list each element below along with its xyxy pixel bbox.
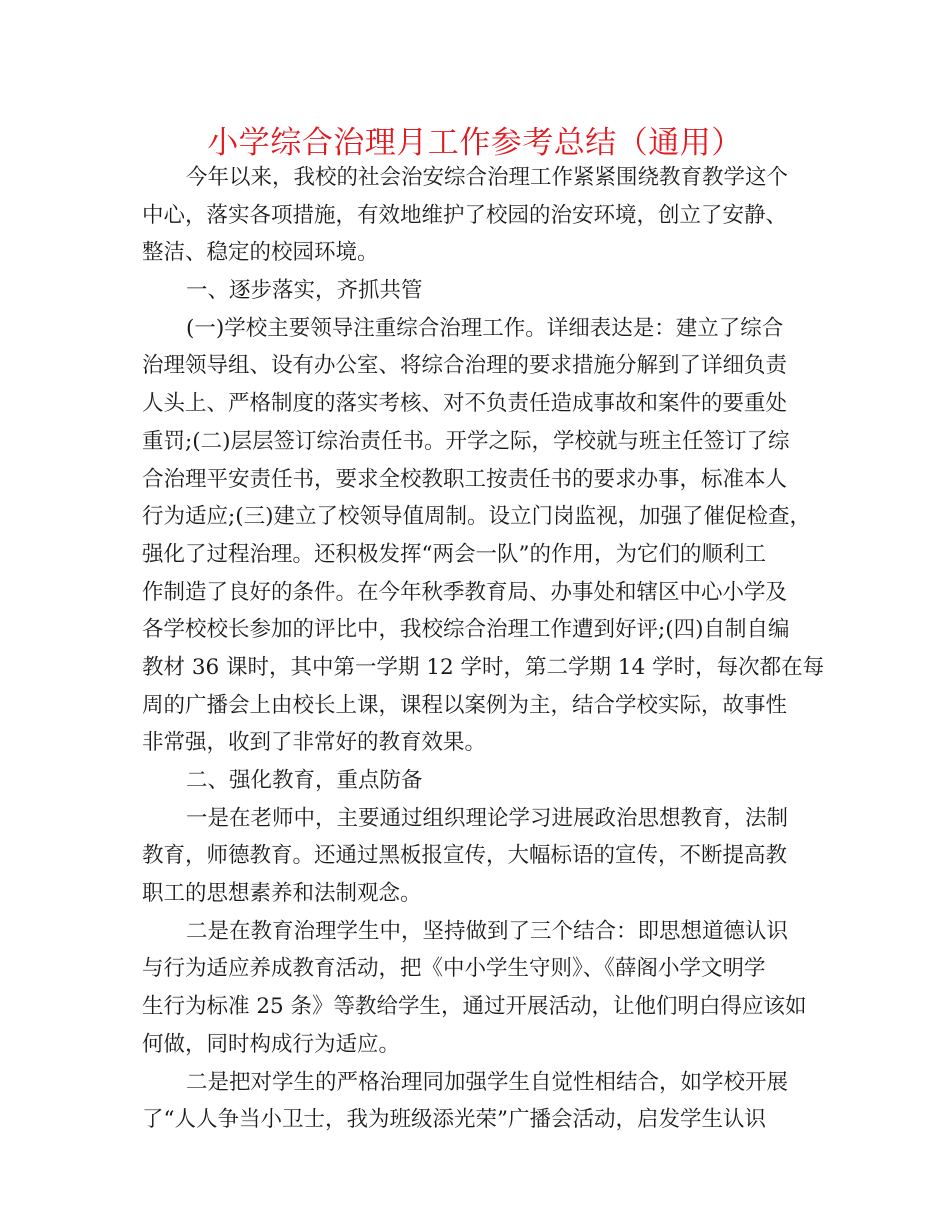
text-line: 行为适应;(三)建立了校领导值周制。设立门岗监视，加强了催促检查， [142, 504, 812, 530]
text-line: 了“人人争当小卫士，我为班级添光荣”广播会活动，启发学生认识 [142, 1107, 766, 1133]
text-line: 各学校校长参加的评比中，我校综合治理工作遭到好评;(四)自制自编 [142, 617, 790, 643]
text-line: 何做，同时构成行为适应。 [142, 1031, 401, 1057]
text-line: 治理领导组、设有办公室、将综合治理的要求措施分解到了详细负责 [142, 353, 788, 379]
text-line: 职工的思想素养和法制观念。 [142, 881, 422, 907]
text-line: 作制造了良好的条件。在今年秋季教育局、办事处和辖区中心小学及 [142, 579, 788, 605]
text-line: 整洁、稳定的校园环境。 [142, 240, 379, 266]
text-line: 非常强，收到了非常好的教育效果。 [142, 730, 487, 756]
text-line: (一)学校主要领导注重综合治理工作。详细表达是：建立了综合 [186, 315, 784, 341]
text-line: 合治理平安责任书，要求全校教职工按责任书的要求办事，标准本人 [142, 466, 788, 492]
text-line: 教材 36 课时，其中第一学期 12 学时，第二学期 14 学时，每次都在每 [142, 654, 825, 680]
text-line: 生行为标准 25 条》等教给学生，通过开展活动，让他们明白得应该如 [142, 994, 807, 1020]
document-body [142, 159, 825, 1139]
text-line: 二是把对学生的严格治理同加强学生自觉性相结合，如学校开展 [186, 1069, 789, 1095]
text-line: 重罚;(二)层层签订综治责任书。开学之际，学校就与班主任签订了综 [142, 428, 790, 454]
text-line: 二是在教育治理学生中，坚持做到了三个结合：即思想道德认识 [186, 918, 789, 944]
text-line: 一、逐步落实，齐抓共管 [186, 278, 423, 304]
text-line: 二、强化教育，重点防备 [186, 768, 423, 793]
text-line: 周的广播会上由校长上课，课程以案例为主，结合学校实际，故事性 [142, 692, 788, 718]
text-line: 人头上、严格制度的落实考核、对不负责任造成事故和案件的要重处 [142, 391, 788, 417]
text-line: 强化了过程治理。还积极发挥“两会一队”的作用，为它们的顺利工 [142, 541, 766, 567]
text-line: 与行为适应养成教育活动，把《中小学生守则》、《薛阁小学文明学 [142, 956, 766, 982]
text-line: 教育，师德教育。还通过黑板报宣传，大幅标语的宣传，不断提高教 [142, 843, 788, 869]
document-title: 小学综合治理月工作参考总结（通用） [207, 125, 743, 161]
text-line: 中心，落实各项措施，有效地维护了校园的治安环境，创立了安静、 [142, 202, 788, 228]
text-line: 一是在老师中，主要通过组织理论学习进展政治思想教育，法制 [186, 805, 789, 831]
text-line: 今年以来，我校的社会治安综合治理工作紧紧围绕教育教学这个 [186, 165, 789, 190]
